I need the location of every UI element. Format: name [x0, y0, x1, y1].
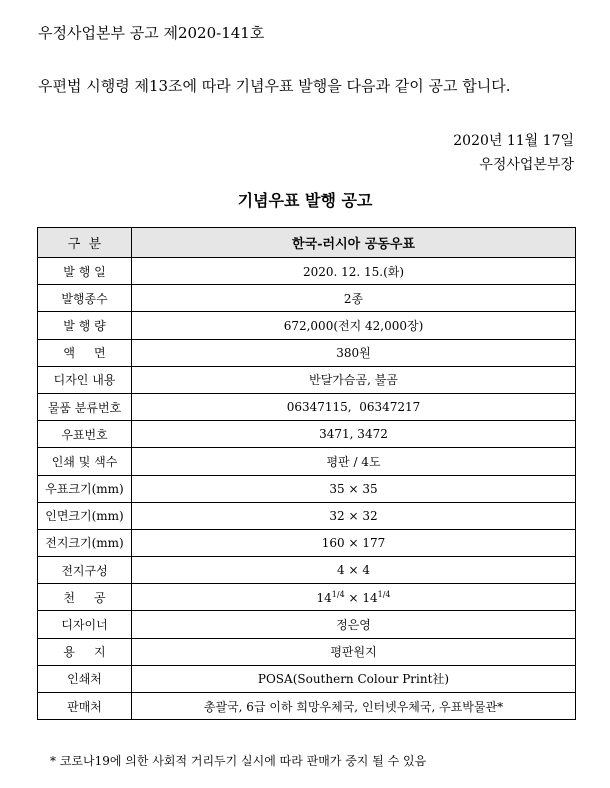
table-row — [38, 312, 576, 339]
row-value: 2종 — [132, 285, 576, 312]
table-row — [38, 475, 576, 502]
row-value: POSA(Southern Colour Print社) — [132, 665, 576, 692]
row-label: 인면크기(mm) — [38, 502, 132, 529]
row-value: 총괄국, 6급 이하 희망우체국, 인터넷우체국, 우표박물관* — [132, 693, 576, 720]
row-label: 전지구성 — [38, 557, 132, 584]
row-label: 전지크기(mm) — [38, 529, 132, 556]
row-value: 평판 / 4도 — [132, 448, 576, 475]
table-row — [38, 693, 576, 720]
row-value: 672,000(전지 42,000장) — [132, 312, 576, 339]
perf-sep: × — [344, 590, 363, 605]
footnote: * 코로나19에 의한 사회적 거리두기 실시에 따라 판매가 중지 될 수 있음 — [50, 754, 427, 768]
row-value: 반달가슴곰, 불곰 — [132, 366, 576, 393]
row-label: 판매처 — [38, 693, 132, 720]
page-title: 기념우표 발행 공고 — [237, 191, 373, 210]
issuer: 우정사업본부장 — [479, 157, 574, 173]
table-row — [38, 258, 576, 285]
row-label: 인쇄처 — [38, 665, 132, 692]
row-value — [132, 584, 576, 611]
row-label: 인쇄 및 색수 — [38, 448, 132, 475]
notice-date: 2020년 11월 17일 — [453, 133, 574, 149]
table-row — [38, 339, 576, 366]
row-value: 35 × 35 — [132, 475, 576, 502]
table-row — [38, 611, 576, 638]
notice-number: 우정사업본부 공고 제2020-141호 — [38, 24, 265, 42]
row-label: 발 행 일 — [38, 258, 132, 285]
intro-text: 우편법 시행령 제13조에 따라 기념우표 발행을 다음과 같이 공고 합니다. — [38, 77, 511, 95]
table-row — [38, 502, 576, 529]
row-value: 3471, 3472 — [132, 421, 576, 448]
row-label: 발행종수 — [38, 285, 132, 312]
table-row — [38, 421, 576, 448]
perf-fraction: 1/4 — [377, 589, 391, 599]
perf-fraction: 1/4 — [331, 589, 345, 599]
table-row — [38, 529, 576, 556]
row-label: 발 행 량 — [38, 312, 132, 339]
table-row — [38, 638, 576, 665]
row-label: 우표번호 — [38, 421, 132, 448]
table-row — [38, 366, 576, 393]
row-label: 디자이너 — [38, 611, 132, 638]
row-label: 디자인 내용 — [38, 366, 132, 393]
row-value: 정은영 — [132, 611, 576, 638]
row-value: 380원 — [132, 339, 576, 366]
row-label: 천 공 — [38, 584, 132, 611]
table-row — [38, 393, 576, 420]
table-row — [38, 584, 576, 611]
row-label: 액 면 — [38, 339, 132, 366]
row-label: 용 지 — [38, 638, 132, 665]
stamp-info-table — [37, 227, 576, 720]
perf-base: 14 — [362, 590, 378, 605]
row-value: 06347115, 06347217 — [132, 393, 576, 420]
row-value: 160 × 177 — [132, 529, 576, 556]
header-label: 구 분 — [38, 228, 132, 258]
row-label: 우표크기(mm) — [38, 475, 132, 502]
table-header-row — [38, 228, 576, 258]
row-value: 2020. 12. 15.(화) — [132, 258, 576, 285]
table-row — [38, 448, 576, 475]
row-value: 32 × 32 — [132, 502, 576, 529]
table-row — [38, 285, 576, 312]
perf-base: 14 — [316, 590, 332, 605]
row-value: 평판원지 — [132, 638, 576, 665]
header-value: 한국-러시아 공동우표 — [132, 228, 576, 258]
table-row — [38, 557, 576, 584]
table-row — [38, 665, 576, 692]
row-label: 물품 분류번호 — [38, 393, 132, 420]
row-value: 4 × 4 — [132, 557, 576, 584]
